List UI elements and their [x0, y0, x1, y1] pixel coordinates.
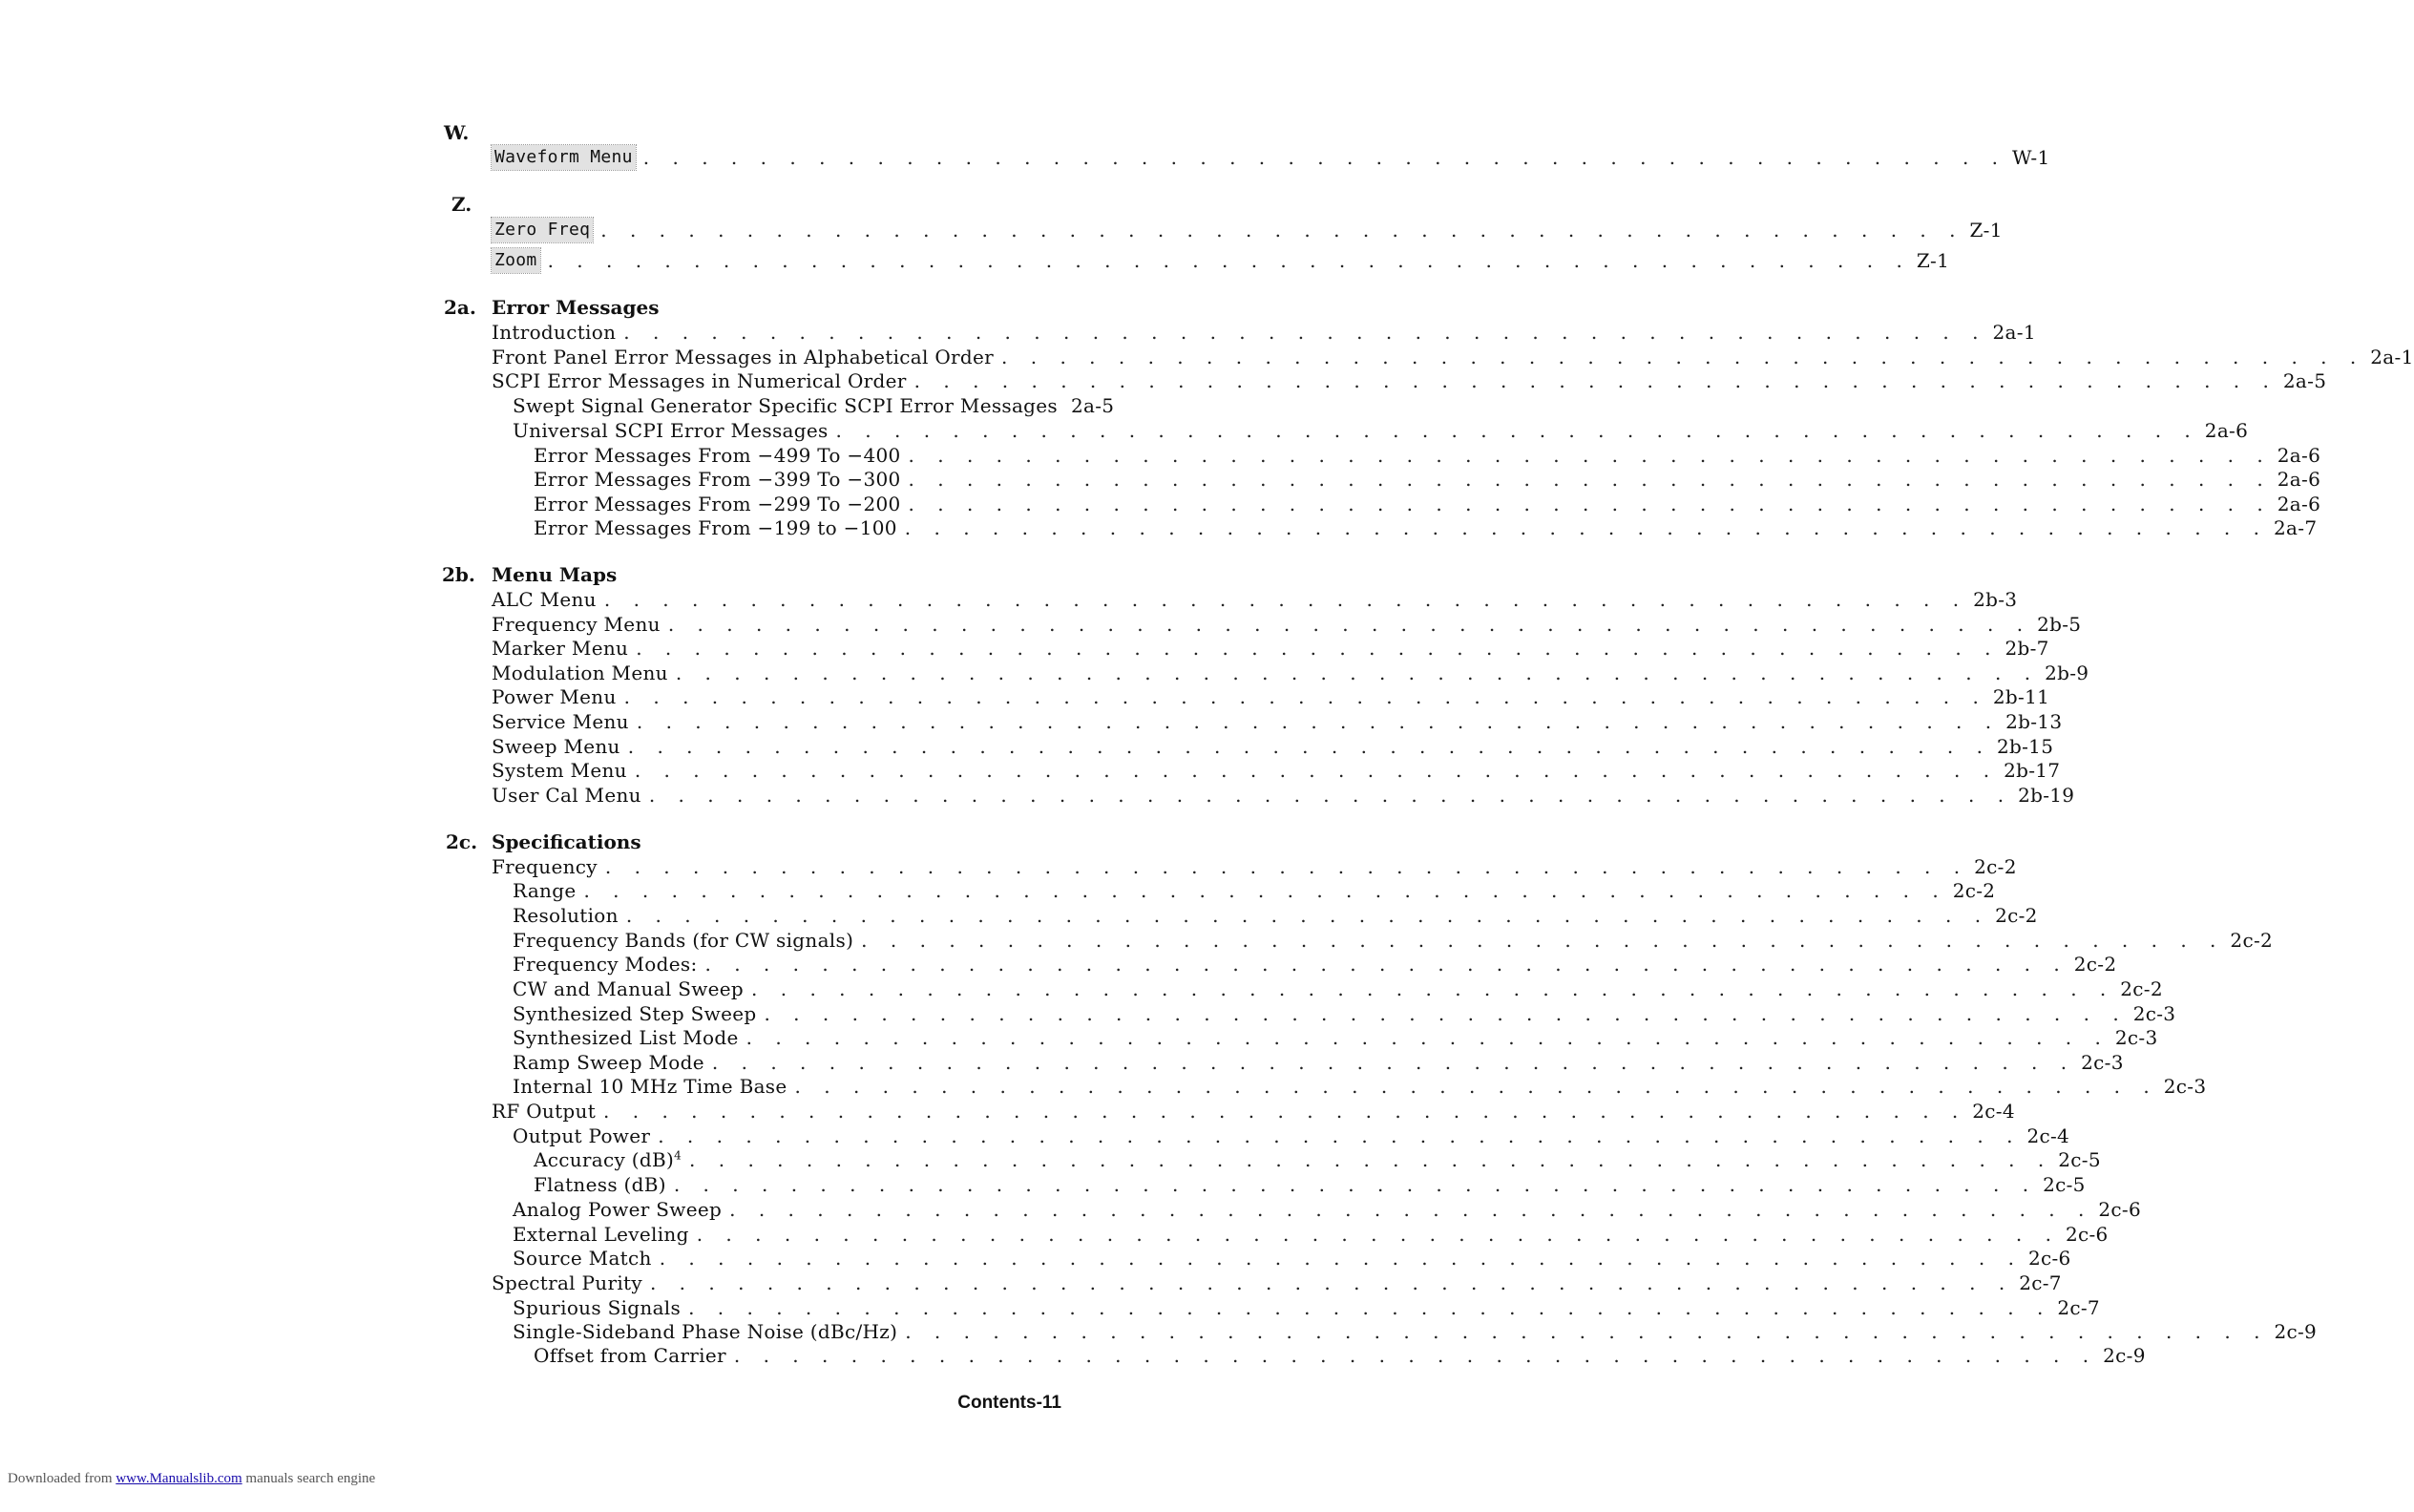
toc-entry[interactable]: [513, 1002, 2176, 1025]
entry-label: Marker Menu: [492, 637, 629, 660]
dot-leader: . . . . . . . . . . . . . . . . . . . . . . . . . . . . . . . . . . . . . . . . . . . . . . .: [904, 516, 2269, 539]
page-number: 2c-5: [2058, 1148, 2101, 1171]
page-number: 2b-7: [2005, 637, 2049, 660]
entry-label: SCPI Error Messages in Numerical Order: [492, 369, 907, 392]
toc-entry[interactable]: [492, 219, 2003, 242]
page-number: 2a-1: [2370, 346, 2414, 368]
toc-entry[interactable]: [513, 1320, 2318, 1343]
dot-leader: . . . . . . . . . . . . . . . . . . . . . . . . . . . . . . . . . . . . . . . . . . . . . . .: [648, 784, 2013, 807]
toc-entry[interactable]: [492, 735, 2054, 758]
section-title-menu-maps: Menu Maps: [492, 563, 618, 586]
page-number: 2c-9: [2274, 1320, 2318, 1343]
entry-label: Spectral Purity: [492, 1271, 642, 1294]
toc-entry[interactable]: [513, 1075, 2207, 1098]
footnote-marker: 4: [674, 1148, 682, 1163]
dot-leader: . . . . . . . . . . . . . . . . . . . . . . . . . . . . . . . . . . . . . . . . . . . . . . .: [835, 419, 2199, 442]
entry-label: User Cal Menu: [492, 784, 641, 807]
dot-leader: . . . . . . . . . . . . . . . . . . . . . . . . . . . . . . . . . . . . . . . . . . . . . . .: [688, 1296, 2052, 1319]
entry-label: Frequency Modes:: [513, 953, 698, 976]
section-label-w: W.: [444, 121, 470, 144]
entry-label: Modulation Menu: [492, 662, 668, 684]
entry-label: Flatness (dB): [534, 1173, 666, 1196]
section-label-2b: 2b.: [442, 563, 475, 586]
entry-label: ALC Menu: [492, 588, 597, 611]
page-number: 2b-19: [2018, 784, 2075, 807]
toc-entry[interactable]: [492, 613, 2082, 636]
entry-label: Offset from Carrier: [534, 1344, 726, 1367]
toc-entry[interactable]: [492, 321, 2036, 344]
dot-leader: . . . . . . . . . . . . . . . . . . . . . . . . . . . . . . . . . . . . . . . . . . . . . . .: [689, 1148, 2053, 1171]
toc-entry[interactable]: [492, 710, 2063, 733]
toc-entry[interactable]: [513, 394, 1115, 417]
dot-leader: . . . . . . . . . . . . . . . . . . . . . . . . . . . . . . . . . . . . . . . . . . . . . . .: [913, 369, 2278, 392]
dot-leader: . . . . . . . . . . . . . . . . . . . . . . . . . . . . . . . . . . . . . . . . . . . . . . .: [675, 662, 2040, 684]
download-prefix: Downloaded from: [8, 1471, 113, 1486]
dot-leader: . . . . . . . . . . . . . . . . . . . . . . . . . . . . . . . . . . . . . . . . . . . . . . .: [751, 977, 2115, 1000]
toc-entry[interactable]: [513, 1051, 2124, 1074]
toc-entry[interactable]: [513, 1026, 2158, 1049]
dot-leader: . . . . . . . . . . . . . . . . . . . . . . . . . . . . . . . . . . . . . . . . . . . . . . .: [861, 929, 2225, 952]
entry-label: System Menu: [492, 759, 627, 782]
entry-label: Power Menu: [492, 685, 617, 708]
entry-label: Swept Signal Generator Specific SCPI Error Messages: [513, 394, 1058, 417]
page-number: 2c-2: [1995, 904, 2038, 927]
entry-label: RF Output: [492, 1100, 597, 1123]
entry-label: Error Messages From −299 To −200: [534, 493, 901, 515]
toc-entry[interactable]: [534, 493, 2321, 515]
entry-label: Universal SCPI Error Messages: [513, 419, 829, 442]
section-label-2c: 2c.: [446, 830, 478, 853]
entry-label: Introduction: [492, 321, 617, 344]
page-number: 2b-17: [2004, 759, 2061, 782]
toc-entry[interactable]: [534, 1148, 2101, 1171]
page-number: 2b-9: [2045, 662, 2089, 684]
toc-entry[interactable]: [513, 904, 2038, 927]
toc-entry[interactable]: [513, 879, 1996, 902]
dot-leader: . . . . . . . . . . . . . . . . . . . . . . . . . . . . . . . . . . . . . . . . . . . . . . .: [636, 710, 2001, 733]
page-number: 2c-6: [2027, 1247, 2071, 1270]
dot-leader: . . . . . . . . . . . . . . . . . . . . . . . . . . . . . . . . . . . . . . . . . . . . . . .: [600, 219, 1964, 242]
toc-entry[interactable]: [513, 1124, 2070, 1147]
toc-entry[interactable]: [513, 977, 2163, 1000]
page-number: 2c-5: [2043, 1173, 2086, 1196]
entry-label: Frequency: [492, 855, 598, 878]
entry-label: External Leveling: [513, 1223, 689, 1246]
entry-label: Source Match: [513, 1247, 652, 1270]
page-number: 2c-4: [1972, 1100, 2015, 1123]
page-number: 2c-2: [1974, 855, 2017, 878]
toc-entry[interactable]: [492, 346, 2414, 368]
softkey-label: Zero Freq: [492, 218, 593, 242]
entry-label: Resolution: [513, 904, 619, 927]
entry-label: Frequency Menu: [492, 613, 661, 636]
entry-label: Single-Sideband Phase Noise (dBc/Hz): [513, 1320, 898, 1343]
page-number: W-1: [2012, 146, 2050, 169]
page-number: 2b-5: [2037, 613, 2082, 636]
entry-label: Internal 10 MHz Time Base: [513, 1075, 787, 1098]
toc-entry[interactable]: [534, 468, 2321, 491]
entry-label: Frequency Bands (for CW signals): [513, 929, 854, 952]
entry-label: Analog Power Sweep: [513, 1198, 723, 1221]
dot-leader: . . . . . . . . . . . . . . . . . . . . . . . . . . . . . . . . . . . . . . . . . . . . . . .: [1001, 346, 2365, 368]
page-number: 2c-2: [1952, 879, 1996, 902]
page-number: 2b-3: [1973, 588, 2018, 611]
footer-page-number: Contents-11: [957, 1393, 1061, 1413]
page-number: 2a-6: [2277, 468, 2321, 491]
toc-entry[interactable]: [513, 953, 2117, 976]
dot-leader: . . . . . . . . . . . . . . . . . . . . . . . . . . . . . . . . . . . . . . . . . . . . . . .: [604, 855, 1969, 878]
entry-label: Error Messages From −399 To −300: [534, 468, 901, 491]
page-number: 2a-5: [2282, 369, 2327, 392]
entry-label: Range: [513, 879, 577, 902]
toc-entry[interactable]: [492, 662, 2089, 684]
entry-label: [534, 1148, 682, 1171]
page-number: 2c-2: [2230, 929, 2274, 952]
page-number: 2a-6: [2204, 419, 2249, 442]
dot-leader: . . . . . . . . . . . . . . . . . . . . . . . . . . . . . . . . . . . . . . . . . . . . . . .: [711, 1051, 2076, 1074]
toc-entry[interactable]: [513, 929, 2274, 952]
entry-label: CW and Manual Sweep: [513, 977, 745, 1000]
dot-leader: . . . . . . . . . . . . . . . . . . . . . . . . . . . . . . . . . . . . . . . . . . . . . . .: [704, 953, 2068, 976]
toc-entry[interactable]: [492, 759, 2061, 782]
toc-entry[interactable]: [513, 1223, 2109, 1246]
dot-leader: . . . . . . . . . . . . . . . . . . . . . . . . . . . . . . . . . . . . . . . . . . . . . . .: [642, 146, 2007, 169]
dot-leader: . . . . . . . . . . . . . . . . . . . . . . . . . . . . . . . . . . . . . . . . . . . . . . .: [764, 1002, 2128, 1025]
dot-leader: . . . . . . . . . . . . . . . . . . . . . . . . . . . . . . . . . . . . . . . . . . . . . . .: [696, 1223, 2060, 1246]
download-notice: [8, 1471, 375, 1487]
section-title-specifications: Specifications: [492, 830, 641, 853]
page-number: 2b-11: [1992, 685, 2050, 708]
page-number: 2c-3: [2163, 1075, 2207, 1098]
dot-leader: . . . . . . . . . . . . . . . . . . . . . . . . . . . . . . . . . . . . . . . . . . . . . . .: [636, 637, 2000, 660]
page-number: 2c-2: [2073, 953, 2117, 976]
entry-label: Error Messages From −199 to −100: [534, 516, 897, 539]
page-number: 2c-3: [2114, 1026, 2158, 1049]
toc-entry[interactable]: [513, 1247, 2071, 1270]
entry-label: Sweep Menu: [492, 735, 620, 758]
toc-entry[interactable]: [513, 1198, 2141, 1221]
page-number: 2c-4: [2026, 1124, 2070, 1147]
dot-leader: . . . . . . . . . . . . . . . . . . . . . . . . . . . . . . . . . . . . . . . . . . . . . . .: [547, 249, 1911, 272]
dot-leader: . . . . . . . . . . . . . . . . . . . . . . . . . . . . . . . . . . . . . . . . . . . . . . .: [634, 759, 1999, 782]
dot-leader: . . . . . . . . . . . . . . . . . . . . . . . . . . . . . . . . . . . . . . . . . . . . . . .: [794, 1075, 2158, 1098]
toc-entry[interactable]: [513, 419, 2249, 442]
download-suffix: manuals search engine: [245, 1471, 376, 1486]
entry-label: Error Messages From −499 To −400: [534, 444, 901, 467]
entry-label: Front Panel Error Messages in Alphabetical Order: [492, 346, 995, 368]
dot-leader: . . . . . . . . . . . . . . . . . . . . . . . . . . . . . . . . . . . . . . . . . . . . . . .: [623, 321, 1987, 344]
toc-entry[interactable]: [534, 516, 2318, 539]
toc-entry[interactable]: [492, 784, 2075, 807]
entry-label-text: Accuracy (dB): [534, 1148, 675, 1171]
toc-entry[interactable]: [492, 855, 2017, 878]
toc-entry[interactable]: [492, 1271, 2062, 1294]
dot-leader: . . . . . . . . . . . . . . . . . . . . . . . . . . . . . . . . . . . . . . . . . . . . . . .: [649, 1271, 2014, 1294]
page-number: 2a-6: [2277, 493, 2321, 515]
page-number: 2a-5: [1070, 394, 1115, 417]
dot-leader: . . . . . . . . . . . . . . . . . . . . . . . . . . . . . . . . . . . . . . . . . . . . . . .: [733, 1344, 2098, 1367]
entry-label: Service Menu: [492, 710, 629, 733]
softkey-label: Zoom: [492, 248, 540, 273]
page-number: 2c-7: [2019, 1271, 2062, 1294]
section-title-error-messages: Error Messages: [492, 296, 660, 319]
page-number: 2c-3: [2081, 1051, 2124, 1074]
dot-leader: . . . . . . . . . . . . . . . . . . . . . . . . . . . . . . . . . . . . . . . . . . . . . . .: [583, 879, 1947, 902]
entry-label: Synthesized List Mode: [513, 1026, 739, 1049]
toc-entry[interactable]: [492, 369, 2327, 392]
toc-entry[interactable]: [534, 1173, 2086, 1196]
dot-leader: . . . . . . . . . . . . . . . . . . . . . . . . . . . . . . . . . . . . . . . . . . . . . . .: [908, 468, 2272, 491]
page-number: 2a-1: [1992, 321, 2036, 344]
page-number: 2c-3: [2132, 1002, 2176, 1025]
dot-leader: . . . . . . . . . . . . . . . . . . . . . . . . . . . . . . . . . . . . . . . . . . . . . . .: [623, 685, 1987, 708]
dot-leader: . . . . . . . . . . . . . . . . . . . . . . . . . . . . . . . . . . . . . . . . . . . . . . .: [625, 904, 1990, 927]
toc-entry[interactable]: [534, 444, 2321, 467]
page-number: 2c-6: [2098, 1198, 2141, 1221]
dot-leader: . . . . . . . . . . . . . . . . . . . . . . . . . . . . . . . . . . . . . . . . . . . . . . .: [627, 735, 1991, 758]
page-number: Z-1: [1969, 219, 2003, 242]
dot-leader: . . . . . . . . . . . . . . . . . . . . . . . . . . . . . . . . . . . . . . . . . . . . . . .: [745, 1026, 2110, 1049]
toc-entry[interactable]: [492, 685, 2050, 708]
page-number: Z-1: [1916, 249, 1950, 272]
entry-label: Synthesized Step Sweep: [513, 1002, 757, 1025]
section-label-2a: 2a.: [444, 296, 476, 319]
dot-leader: . . . . . . . . . . . . . . . . . . . . . . . . . . . . . . . . . . . . . . . . . . . . . . .: [673, 1173, 2038, 1196]
toc-entry[interactable]: [513, 1296, 2100, 1319]
page-number: 2b-15: [1996, 735, 2054, 758]
entry-label: Ramp Sweep Mode: [513, 1051, 704, 1074]
toc-entry[interactable]: [492, 249, 1950, 272]
dot-leader: . . . . . . . . . . . . . . . . . . . . . . . . . . . . . . . . . . . . . . . . . . . . . . .: [905, 1320, 2269, 1343]
dot-leader: . . . . . . . . . . . . . . . . . . . . . . . . . . . . . . . . . . . . . . . . . . . . . . .: [729, 1198, 2093, 1221]
dot-leader: . . . . . . . . . . . . . . . . . . . . . . . . . . . . . . . . . . . . . . . . . . . . . . .: [667, 613, 2032, 636]
dot-leader: . . . . . . . . . . . . . . . . . . . . . . . . . . . . . . . . . . . . . . . . . . . . . . .: [908, 493, 2272, 515]
dot-leader: . . . . . . . . . . . . . . . . . . . . . . . . . . . . . . . . . . . . . . . . . . . . . . .: [603, 1100, 1967, 1123]
toc-entry[interactable]: [492, 588, 2018, 611]
entry-label: Spurious Signals: [513, 1296, 682, 1319]
section-label-z: Z.: [451, 193, 472, 216]
manualslib-link[interactable]: www.Manualslib.com: [115, 1471, 242, 1486]
dot-leader: . . . . . . . . . . . . . . . . . . . . . . . . . . . . . . . . . . . . . . . . . . . . . . .: [659, 1247, 2023, 1270]
page-number: 2c-9: [2103, 1344, 2146, 1367]
toc-entry[interactable]: [492, 1100, 2015, 1123]
page-number: 2c-2: [2120, 977, 2163, 1000]
toc-entry[interactable]: [492, 146, 2050, 169]
dot-leader: . . . . . . . . . . . . . . . . . . . . . . . . . . . . . . . . . . . . . . . . . . . . . . .: [603, 588, 1968, 611]
toc-entry[interactable]: [534, 1344, 2146, 1367]
page-number: 2a-6: [2277, 444, 2321, 467]
toc-entry[interactable]: [492, 637, 2049, 660]
softkey-label: Waveform Menu: [492, 145, 636, 170]
page-number: 2c-7: [2057, 1296, 2100, 1319]
entry-label: Output Power: [513, 1124, 651, 1147]
dot-leader: . . . . . . . . . . . . . . . . . . . . . . . . . . . . . . . . . . . . . . . . . . . . . . .: [658, 1124, 2022, 1147]
page-number: 2a-7: [2274, 516, 2318, 539]
dot-leader: . . . . . . . . . . . . . . . . . . . . . . . . . . . . . . . . . . . . . . . . . . . . . . .: [908, 444, 2272, 467]
page-number: 2b-13: [2005, 710, 2063, 733]
page-number: 2c-6: [2065, 1223, 2109, 1246]
